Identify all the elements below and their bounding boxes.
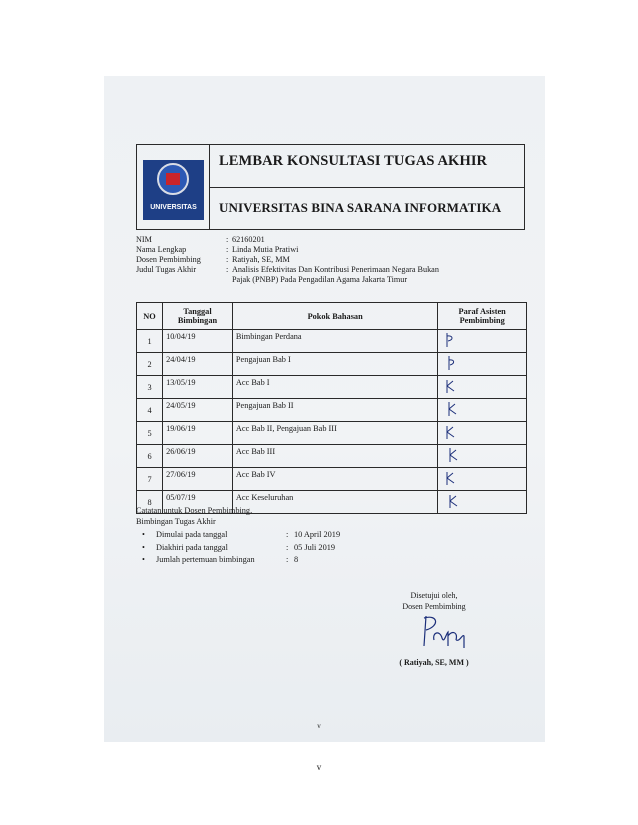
paraf-signature-icon — [444, 447, 458, 463]
row-no: 4 — [137, 399, 163, 422]
logo-caption: UNIVERSITAS — [150, 204, 197, 211]
row-topic: Acc Bab IV — [232, 468, 437, 491]
paraf-signature-icon — [444, 378, 458, 394]
approval-line1: Disetujui oleh, — [410, 591, 458, 600]
signer-name: ( Ratiyah, SE, MM ) — [399, 658, 469, 667]
note-value: 10 April 2019 — [294, 530, 341, 539]
table-row — [137, 330, 527, 353]
table-row — [137, 353, 527, 376]
paraf-signature-icon — [444, 401, 458, 417]
col-date — [163, 303, 233, 330]
approval-line2: Dosen Pembimbing — [402, 602, 466, 611]
notes-line2: Bimbingan Tugas Akhir — [136, 516, 216, 526]
notes-heading — [136, 506, 252, 527]
col-sign — [438, 303, 527, 330]
nim-value: 62160201 — [232, 235, 265, 244]
thesis-title-line1: Analisis Efektivitas Dan Kontribusi Penerimaan Negara Bukan — [232, 265, 439, 274]
consultation-table — [136, 302, 527, 514]
scanned-page-number: v — [317, 722, 321, 730]
note-label: Dimulai pada tanggal — [156, 530, 228, 539]
row-topic: Acc Bab III — [232, 445, 437, 468]
logo-mark — [166, 173, 180, 185]
row-date: 13/05/19 — [163, 376, 233, 399]
thesis-label: Judul Tugas Akhir — [136, 265, 197, 274]
row-date: 24/05/19 — [163, 399, 233, 422]
col-sign-line1: Paraf Asisten — [458, 307, 506, 316]
row-date: 05/07/19 — [163, 491, 233, 514]
logo-emblem-icon — [157, 163, 189, 195]
table-row — [137, 399, 527, 422]
row-no: 2 — [137, 353, 163, 376]
note-label: Diakhiri pada tanggal — [156, 542, 228, 552]
thesis-title-line2: Pajak (PNBP) Pada Pengadilan Agama Jakarta Timur — [232, 275, 408, 284]
row-no: 7 — [137, 468, 163, 491]
row-no: 3 — [137, 376, 163, 399]
row-no: 5 — [137, 422, 163, 445]
row-paraf — [438, 399, 527, 422]
paraf-signature-icon — [444, 493, 458, 509]
row-topic: Pengajuan Bab I — [232, 353, 437, 376]
table-row — [137, 376, 527, 399]
row-date: 24/04/19 — [163, 353, 233, 376]
advisor-value: Ratiyah, SE, MM — [232, 255, 290, 264]
row-paraf — [438, 468, 527, 491]
row-topic: Acc Keseluruhan — [232, 491, 437, 514]
col-topic: Pokok Bahasan — [232, 303, 437, 330]
note-value: 05 Juli 2019 — [294, 542, 336, 552]
nim-label: NIM — [136, 235, 152, 244]
logo-cell — [137, 145, 210, 229]
institution-name: UNIVERSITAS BINA SARANA INFORMATIKA — [219, 200, 502, 215]
university-logo — [143, 160, 204, 220]
name-label: Nama Lengkap — [136, 245, 187, 254]
row-paraf — [438, 376, 527, 399]
row-paraf — [438, 330, 527, 353]
row-date: 27/06/19 — [163, 468, 233, 491]
title-cell — [209, 145, 524, 188]
bullet-icon: • — [142, 555, 145, 564]
paraf-signature-icon — [444, 424, 458, 440]
notes-line1: Catatan untuk Dosen Pembimbing. — [136, 506, 253, 515]
paraf-signature-icon — [444, 470, 458, 486]
page-number: v — [316, 762, 322, 772]
table-body — [137, 330, 527, 514]
row-date: 26/06/19 — [163, 445, 233, 468]
table-header-row — [137, 303, 527, 330]
institution-cell — [209, 188, 524, 230]
bullet-icon: • — [142, 542, 145, 552]
row-no: 1 — [137, 330, 163, 353]
row-date: 10/04/19 — [163, 330, 233, 353]
bullet-icon: • — [142, 530, 145, 539]
row-topic: Bimbingan Perdana — [232, 330, 437, 353]
advisor-signature-icon — [404, 612, 484, 652]
document-title: LEMBAR KONSULTASI TUGAS AKHIR — [219, 153, 488, 169]
table-row — [137, 445, 527, 468]
note-value: 8 — [294, 555, 299, 564]
table-row — [137, 422, 527, 445]
name-value: Linda Mutia Pratiwi — [232, 245, 299, 254]
advisor-label: Dosen Pembimbing — [136, 255, 201, 264]
row-topic: Acc Bab II, Pengajuan Bab III — [232, 422, 437, 445]
row-topic: Pengajuan Bab II — [232, 399, 437, 422]
row-no: 8 — [137, 491, 163, 514]
col-date-line2: Bimbingan — [177, 316, 218, 325]
row-topic: Acc Bab I — [232, 376, 437, 399]
paraf-signature-icon — [444, 332, 458, 348]
row-paraf — [438, 445, 527, 468]
approval-block — [384, 590, 484, 612]
col-no: NO — [137, 303, 163, 330]
row-paraf — [438, 422, 527, 445]
paraf-signature-icon — [444, 355, 458, 371]
row-paraf — [438, 491, 527, 514]
row-paraf — [438, 353, 527, 376]
note-label: Jumlah pertemuan bimbingan — [156, 555, 255, 564]
row-date: 19/06/19 — [163, 422, 233, 445]
table-row — [137, 468, 527, 491]
row-no: 6 — [137, 445, 163, 468]
document-header — [136, 144, 525, 230]
col-date-line1: Tanggal — [183, 307, 212, 316]
col-sign-line2: Pembimbing — [459, 316, 505, 325]
